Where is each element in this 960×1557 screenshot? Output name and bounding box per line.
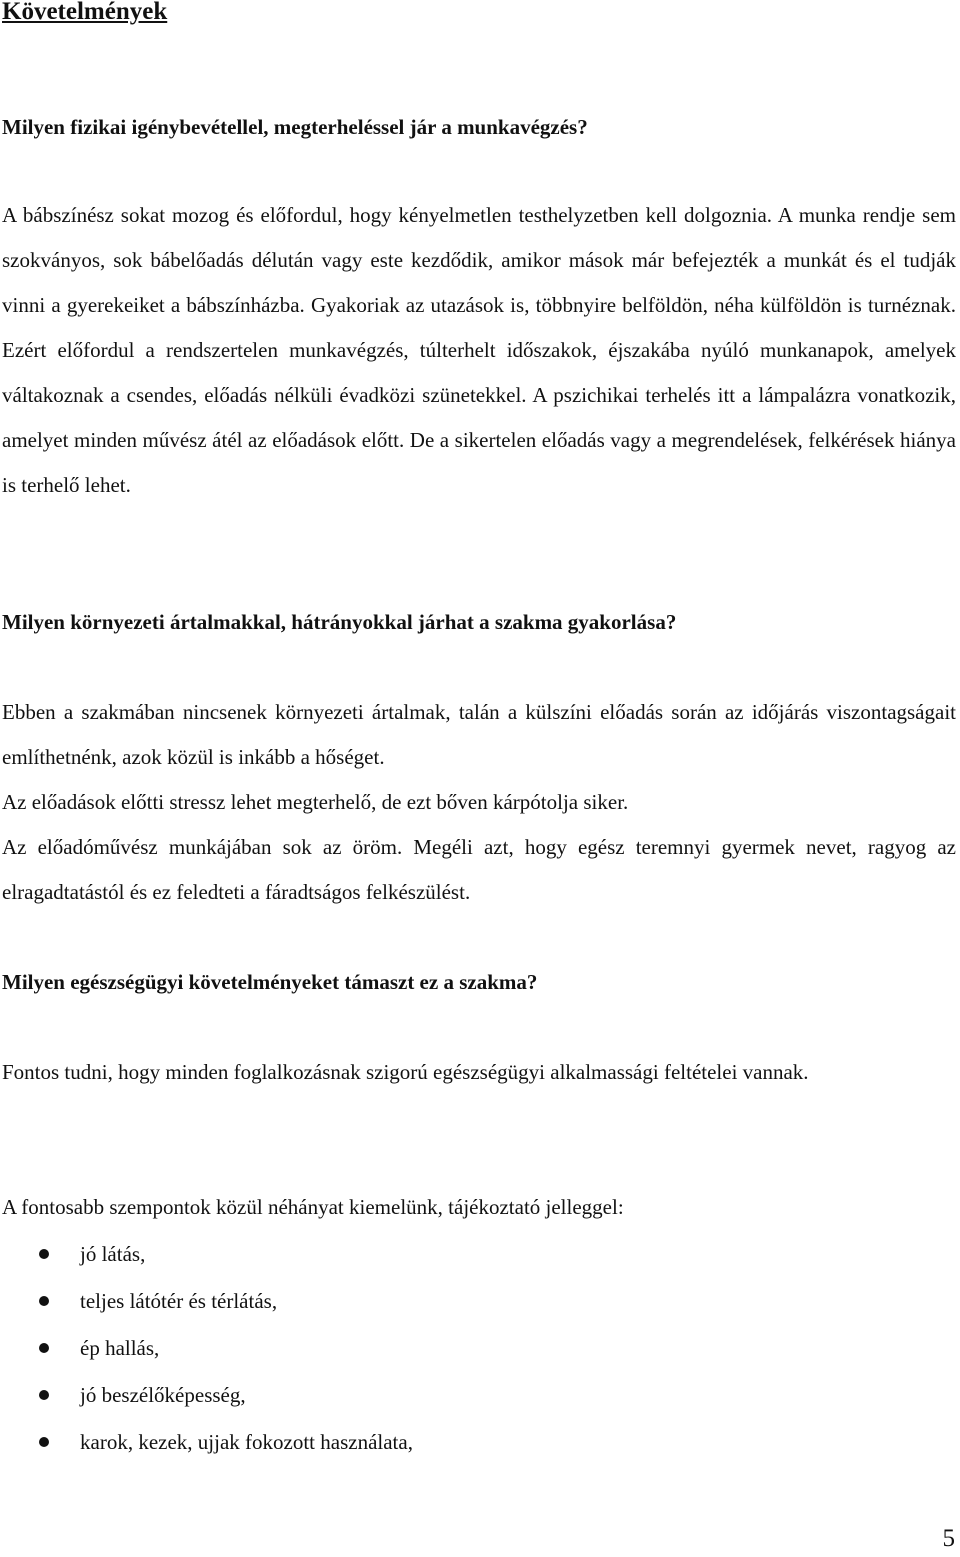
paragraph-environmental-hazards: Ebben a szakmában nincsenek környezeti ártalmak, talán a külszíni előadás során az időjárás viszontagságait említhetnénk, azok közül is inkább a hőséget. [2, 700, 956, 769]
bullet-icon [39, 1249, 49, 1259]
paragraph-physical-load: A bábszínész sokat mozog és előfordul, hogy kényelmetlen testhelyzetben kell dolgoznia. A munka rendje sem szokványos, sok bábelőadás délután vagy este kezdődik, amikor mások már befejezték a munkát és el tudják vinni a gyerekeiket a bábszínházba. Gyakoriak az utazások is, többnyire belföldön, néha külföldön is turnéznak. Ezért előfordul a rendszertelen munkavégzés, túlterhelt időszakok, éjszakába nyúló munkanapok, amelyek váltakoznak a csendes, előadás nélküli évadközi szünetekkel. A pszichikai terhelés itt a lámpalázra vonatkozik, amelyet minden művész átél az előadások előtt. De a sikertelen előadás vagy a megrendelések, felkérések hiánya is terhelő lehet. [2, 203, 956, 497]
list-item-text: jó beszélőképesség, [80, 1383, 246, 1407]
list-item-text: ép hallás, [80, 1336, 160, 1360]
list-item-text: jó látás, [80, 1242, 146, 1266]
paragraph-stress: Az előadások előtti stressz lehet megterhelő, de ezt bőven kárpótolja siker. [2, 790, 629, 814]
page-number: 5 [942, 1525, 955, 1552]
section-heading-environmental-hazards: Milyen környezeti ártalmakkal, hátrányokkal járhat a szakma gyakorlása? [2, 610, 677, 634]
bullet-icon [39, 1437, 49, 1447]
section-heading-physical-load: Milyen fizikai igénybevétellel, megterheléssel jár a munkavégzés? [2, 115, 588, 139]
section-heading-health-requirements: Milyen egészségügyi követelményeket támaszt ez a szakma? [2, 970, 538, 994]
paragraph-aspects-intro: A fontosabb szempontok közül néhányat kiemelünk, tájékoztató jelleggel: [2, 1195, 624, 1219]
list-item-text: karok, kezek, ujjak fokozott használata, [80, 1430, 413, 1454]
document-title: Követelmények [2, 0, 168, 25]
paragraph-joy: Az előadóművész munkájában sok az öröm. Megéli azt, hogy egész teremnyi gyermek nevet, ragyog az elragadtatástól és ez feledteti a fáradtságos felkészülést. [2, 835, 956, 904]
paragraph-health-requirements: Fontos tudni, hogy minden foglalkozásnak szigorú egészségügyi alkalmassági feltételei vannak. [2, 1060, 809, 1084]
bullet-icon [39, 1390, 49, 1400]
list-item-text: teljes látótér és térlátás, [80, 1289, 278, 1313]
bullet-icon [39, 1296, 49, 1306]
bullet-icon [39, 1343, 49, 1353]
